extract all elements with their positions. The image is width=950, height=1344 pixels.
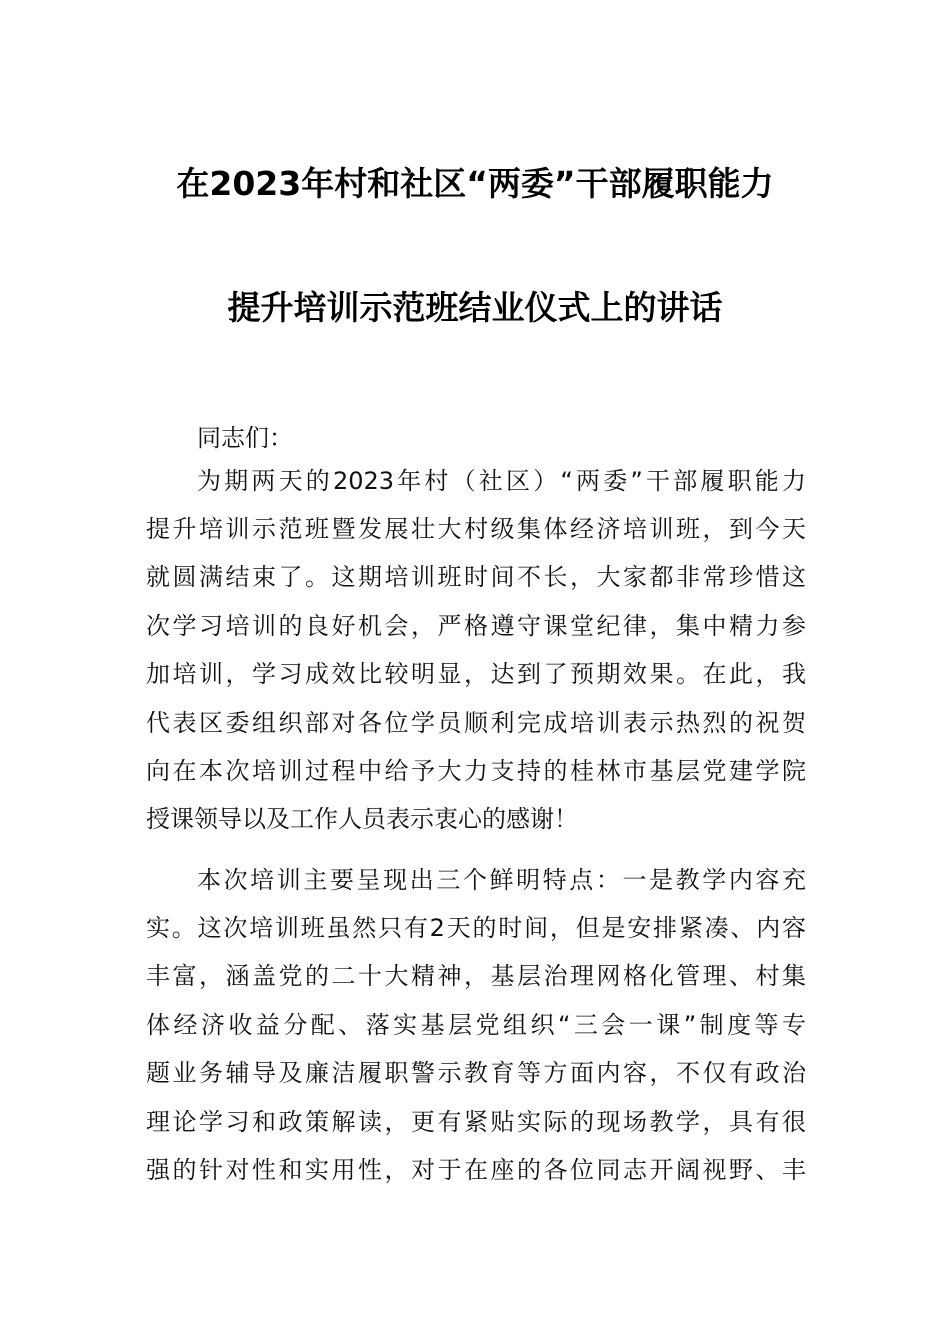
- paragraph-2-line: 题业务辅导及廉洁履职警示教育等方面内容，不仅有政治: [146, 1059, 806, 1087]
- paragraph-1-line: 代表区委组织部对各位学员顺利完成培训表示热烈的祝贺: [146, 709, 806, 737]
- salutation: 同志们：: [197, 424, 293, 452]
- paragraph-2-line: 本次培训主要呈现出三个鲜明特点：一是教学内容充: [197, 866, 806, 894]
- paragraph-1-line: 向在本次培训过程中给予大力支持的桂林市基层党建学院: [146, 757, 806, 785]
- paragraph-2-line: 体经济收益分配、落实基层党组织“三会一课”制度等专: [146, 1011, 806, 1039]
- paragraph-2-line: 强的针对性和实用性，对于在座的各位同志开阔视野、丰: [146, 1156, 806, 1184]
- title-line-1: 在2023年村和社区“两委”干部履职能力: [176, 164, 774, 203]
- paragraph-1-line: 次学习培训的良好机会，严格遵守课堂纪律，集中精力参: [146, 612, 806, 640]
- paragraph-1-line: 为期两天的2023年村（社区）“两委”干部履职能力: [197, 467, 806, 495]
- paragraph-2-line: 丰富，涵盖党的二十大精神，基层治理网格化管理、村集: [146, 962, 806, 990]
- paragraph-2-line: 实。这次培训班虽然只有2天的时间，但是安排紧凑、内容: [146, 914, 806, 942]
- paragraph-1-line: 提升培训示范班暨发展壮大村级集体经济培训班，到今天: [146, 515, 806, 543]
- paragraph-1-line: 授课领导以及工作人员表示衷心的感谢！: [146, 805, 578, 833]
- paragraph-2-line: 理论学习和政策解读，更有紧贴实际的现场教学，具有很: [146, 1108, 806, 1136]
- title-line-2: 提升培训示范班结业仪式上的讲话: [227, 288, 723, 327]
- paragraph-1-line: 加培训，学习成效比较明显，达到了预期效果。在此，我: [146, 660, 806, 688]
- paragraph-1-line: 就圆满结束了。这期培训班时间不长，大家都非常珍惜这: [146, 563, 806, 591]
